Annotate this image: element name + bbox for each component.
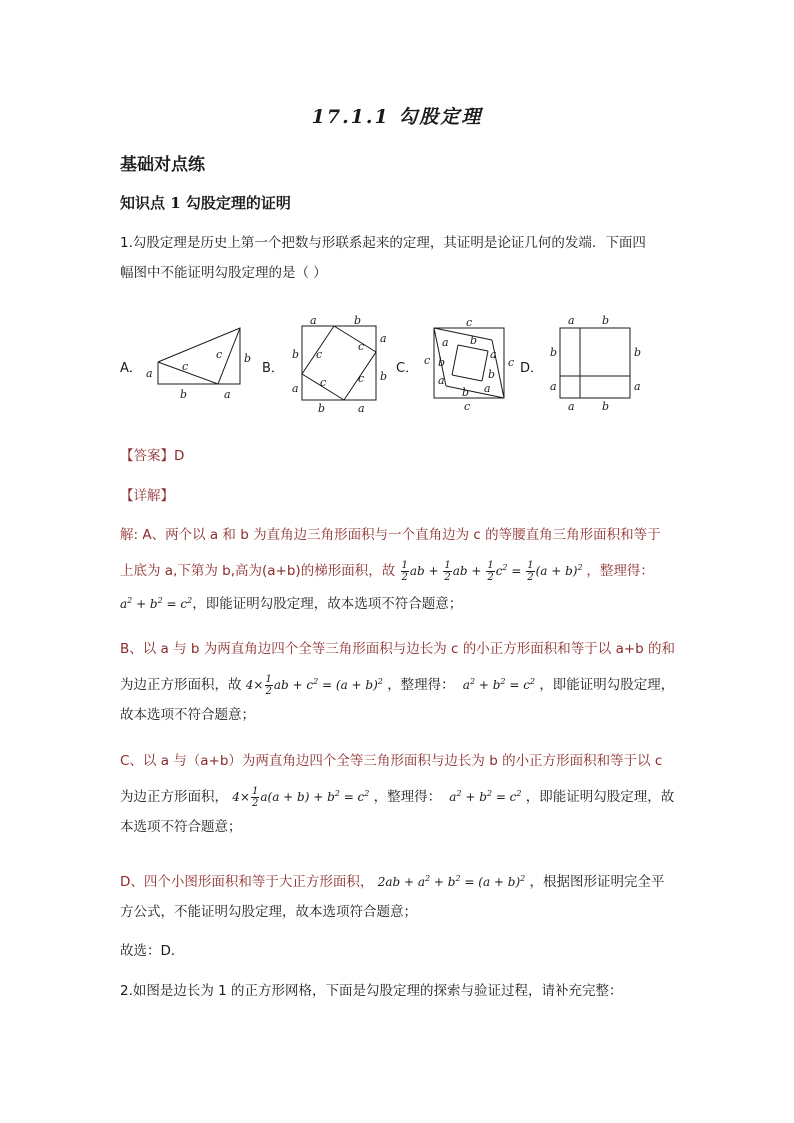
explain-c-line1: C、以 a 与（a+b）为两直角边四个全等三角形面积与边长为 b 的小正方形面积和等于以 c [120, 753, 663, 769]
label-b: b [438, 356, 446, 369]
label-c: c [466, 316, 473, 329]
label-b: b [602, 400, 610, 413]
answer-line: 【答案】D [120, 448, 185, 464]
explain-b-line2-end: ，即能证明勾股定理， [539, 677, 675, 693]
formula-square-d: $2ab + a^2 + b^2 = (a + b)^2$ [377, 874, 526, 889]
explain-b-line1: B、以 a 与 b 为两直角边四个全等三角形面积与边长为 c 的小正方形面积和等于以 a+b 的和 [120, 641, 676, 657]
label-a: a [358, 402, 365, 415]
figure-c-square [422, 314, 520, 414]
explain-b-line2-text: 为边正方形面积，故 [120, 677, 242, 693]
option-d-label: D． [520, 361, 544, 376]
label-b: b [634, 346, 642, 359]
explain-b-line2 [120, 664, 680, 700]
label-a: a [550, 380, 557, 393]
formula-pythagoras: $a^2 + b^2 = c^2$ [445, 789, 522, 804]
label-b: b [380, 370, 388, 383]
label-b: b [244, 352, 252, 365]
label-a: a [568, 314, 575, 327]
knowledge-point-heading: 知识点 1 勾股定理的证明 [120, 194, 291, 212]
conclusion: 故选：D． [120, 943, 185, 959]
label-c: c [464, 400, 471, 413]
label-b: b [318, 402, 326, 415]
label-c: c [358, 340, 365, 353]
label-b: b [462, 386, 470, 399]
detail-tag: 【详解】 [120, 488, 174, 504]
label-a: a [224, 388, 231, 401]
explain-d-line1 [120, 864, 680, 897]
question-2: 2.如图是边长为 1 的正方形网格，下面是勾股定理的探索与验证过程，请补充完整： [120, 983, 623, 999]
label-b: b [488, 368, 496, 381]
explain-c-line2-end: ，即能证明勾股定理，故 [525, 789, 675, 805]
question-1 [120, 228, 680, 288]
label-b: b [550, 346, 558, 359]
explain-a-line2-end: ，整理得： [586, 563, 654, 579]
label-a: a [568, 400, 575, 413]
explain-c [120, 746, 680, 842]
explain-c-line2-text: 为边正方形面积， [120, 789, 228, 805]
explain-a-line2 [120, 550, 680, 586]
label-c: c [424, 354, 431, 367]
explain-d [120, 864, 680, 927]
formula-square-b: 4× $\frac{1}{2}$ ab + $c^2 = (a + b)^2$ [245, 674, 383, 697]
label-c: c [316, 348, 323, 361]
explain-a-line3-text: ，即能证明勾股定理，故本选项不符合题意； [192, 596, 463, 612]
label-a: a [380, 332, 387, 345]
label-a: a [484, 382, 491, 395]
explain-a-line3 [120, 586, 680, 619]
formula-pythagoras: $a^2 + b^2 = c^2$ [120, 596, 193, 611]
label-a: a [634, 380, 641, 393]
option-b-label: B． [262, 361, 284, 376]
figure-d-square [542, 312, 652, 416]
label-c: c [182, 360, 189, 373]
formula-pythagoras: $a^2 + b^2 = c^2$ [458, 677, 536, 692]
section-heading: 基础对点练 [120, 155, 205, 175]
figure-a-trapezoid [140, 320, 250, 400]
label-a: a [438, 374, 445, 387]
label-c: c [508, 356, 515, 369]
page-title: 17.1.1 勾股定理 [311, 106, 483, 128]
label-a: a [490, 348, 497, 361]
question-1-line2: 幅图中不能证明勾股定理的是（ ） [120, 265, 327, 281]
label-c: c [358, 372, 365, 385]
explain-c-line3: 本选项不符合题意； [120, 819, 242, 835]
explain-a [120, 520, 680, 619]
figure-b-square [286, 312, 392, 416]
label-b: b [292, 348, 300, 361]
explain-b-line2-mid: ，整理得： [387, 677, 455, 693]
label-c: c [320, 376, 327, 389]
explain-c-line2-mid: ，整理得： [373, 789, 442, 805]
explain-d-line1-text: D、四个小图形面积和等于大正方形面积， [120, 874, 374, 890]
explain-a-line1: 解: A、两个以 a 和 b 为直角边三角形面积与一个直角边为 c 的等腰直角三角形面积和等于 [120, 527, 661, 543]
label-b: b [602, 314, 610, 327]
formula-square-c: 4× $\frac{1}{2}$ $a(a + b) + b^2 = c^2$ [232, 786, 370, 809]
formula-trapezoid: $\frac{1}{2}$ ab + $\frac{1}{2}$ ab + $\frac{1}{2}$ $c^2$ = $\frac{1}{2}$ $(a + b)^2$ [401, 560, 583, 583]
explain-c-line2 [120, 776, 680, 812]
label-b: b [354, 314, 362, 327]
label-a: a [146, 367, 153, 380]
label-c: c [216, 348, 223, 361]
explain-b-line3: 故本选项不符合题意； [120, 707, 255, 723]
label-a: a [292, 382, 299, 395]
explain-a-line2-text: 上底为 a,下第为 b,高为(a+b)的梯形面积，故 [120, 563, 396, 579]
label-b: b [180, 388, 188, 401]
explain-d-line1-end: ，根据图形证明完全平 [529, 874, 665, 890]
option-a-label: A． [120, 361, 142, 376]
question-1-line1: 1.勾股定理是历史上第一个把数与形联系起来的定理，其证明是论证几何的发端．下面四 [120, 235, 646, 251]
explain-d-line2: 方公式，不能证明勾股定理，故本选项符合题意； [120, 904, 417, 920]
label-a: a [310, 314, 317, 327]
label-a: a [442, 336, 449, 349]
label-b: b [470, 334, 478, 347]
option-c-label: C． [396, 361, 419, 376]
explain-b [120, 634, 680, 730]
